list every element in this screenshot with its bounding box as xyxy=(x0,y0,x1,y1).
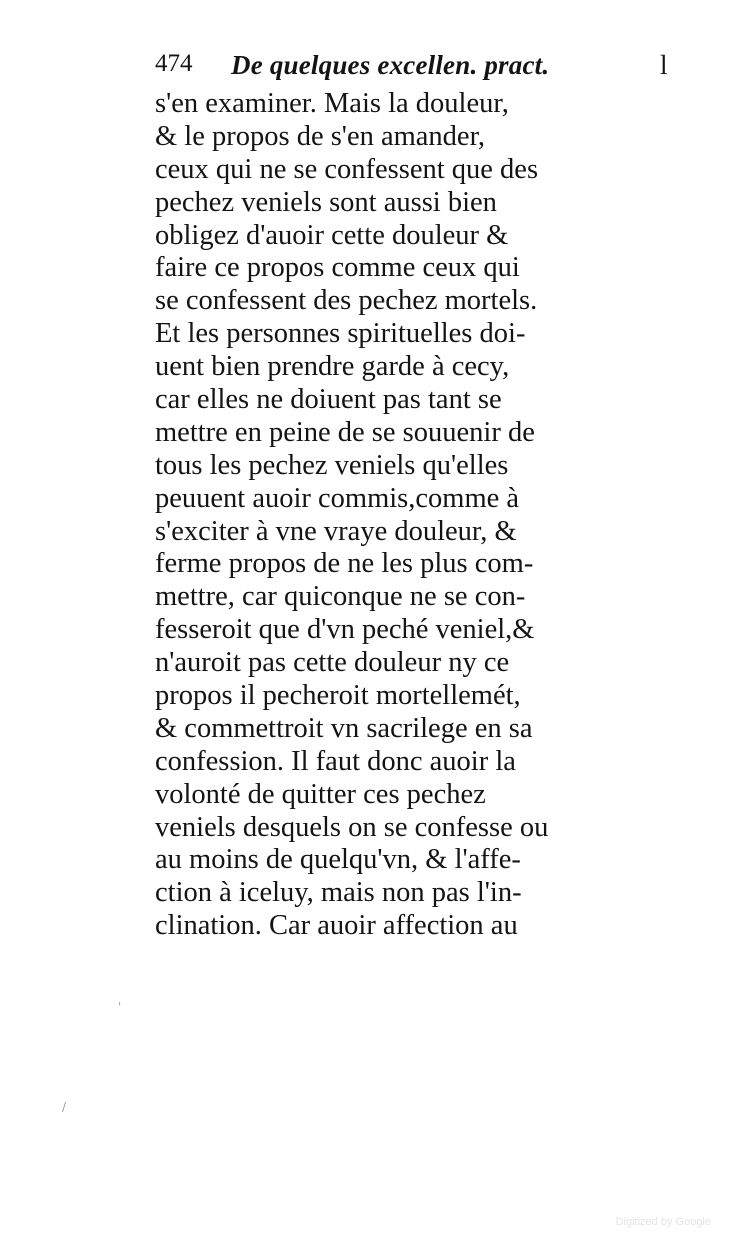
text-line xyxy=(155,647,675,680)
text-line xyxy=(155,121,675,154)
text-line xyxy=(155,548,675,581)
text-line xyxy=(155,220,675,253)
text-line-content: volonté de quitter ces pechez xyxy=(155,778,486,810)
text-line-content: n'auroit pas cette douleur ny ce xyxy=(155,647,510,679)
text-line-content: Et les personnes spirituelles doi- xyxy=(155,318,526,350)
text-line-content: & le propos de s'en amander, xyxy=(155,120,486,152)
text-line xyxy=(155,88,675,121)
text-line xyxy=(155,384,675,417)
text-line-content: & commettroit vn sacrilege en sa xyxy=(155,712,533,744)
text-line xyxy=(155,713,675,746)
paper-speck: / xyxy=(62,1100,67,1114)
text-line xyxy=(155,351,675,384)
text-line-content: se confessent des pechez mortels. xyxy=(155,285,538,317)
text-line xyxy=(155,154,675,187)
text-line-content: ferme propos de ne les plus com- xyxy=(155,548,534,580)
text-line-content: fesseroit que d'vn peché veniel,& xyxy=(155,614,535,646)
body-text xyxy=(155,88,675,943)
text-line-content: mettre, car quiconque ne se con- xyxy=(155,581,526,613)
text-line-content: confession. Il faut donc auoir la xyxy=(155,745,516,777)
text-line xyxy=(155,417,675,450)
text-line xyxy=(155,877,675,910)
text-line xyxy=(155,285,675,318)
text-line-content: faire ce propos comme ceux qui xyxy=(155,252,520,284)
page-header xyxy=(155,50,675,90)
text-line xyxy=(155,680,675,713)
text-line-content: ction à iceluy, mais non pas l'in- xyxy=(155,877,522,909)
text-line-content: obligez d'auoir cette douleur & xyxy=(155,219,509,251)
text-line-content: propos il pecheroit mortellemét, xyxy=(155,680,521,712)
text-line-content: uent bien prendre garde à cecy, xyxy=(155,351,510,383)
text-line xyxy=(155,483,675,516)
text-line xyxy=(155,581,675,614)
text-line-content: tous les pechez veniels qu'elles xyxy=(155,449,509,481)
text-line-content: mettre en peine de se souuenir de xyxy=(155,416,535,448)
text-line-content: car elles ne doiuent pas tant se xyxy=(155,384,502,416)
text-line xyxy=(155,779,675,812)
page-number: 474 xyxy=(155,50,193,77)
text-line xyxy=(155,187,675,220)
text-line-content: s'en examiner. Mais la douleur, xyxy=(155,88,509,119)
running-title: De quelques excellen. pract. xyxy=(231,50,550,80)
text-line xyxy=(155,318,675,351)
text-line-content: au moins de quelqu'vn, & l'affe- xyxy=(155,844,521,876)
margin-mark: l xyxy=(660,50,668,80)
text-line-content: veniels desquels on se confesse ou xyxy=(155,811,549,843)
text-line xyxy=(155,450,675,483)
paper-speck: ' xyxy=(118,1000,122,1014)
text-line xyxy=(155,844,675,877)
text-line-content: pechez veniels sont aussi bien xyxy=(155,186,497,218)
text-line xyxy=(155,910,675,943)
text-line xyxy=(155,614,675,647)
text-line xyxy=(155,812,675,845)
text-line-content: clination. Car auoir affection au xyxy=(155,910,518,942)
text-line-content: peuuent auoir commis,comme à xyxy=(155,482,520,514)
text-line xyxy=(155,516,675,549)
watermark: Digitized by Google xyxy=(615,1216,711,1228)
text-line xyxy=(155,746,675,779)
text-line xyxy=(155,252,675,285)
text-line-content: ceux qui ne se confessent que des xyxy=(155,153,539,185)
text-line-content: s'exciter à vne vraye douleur, & xyxy=(155,515,517,547)
